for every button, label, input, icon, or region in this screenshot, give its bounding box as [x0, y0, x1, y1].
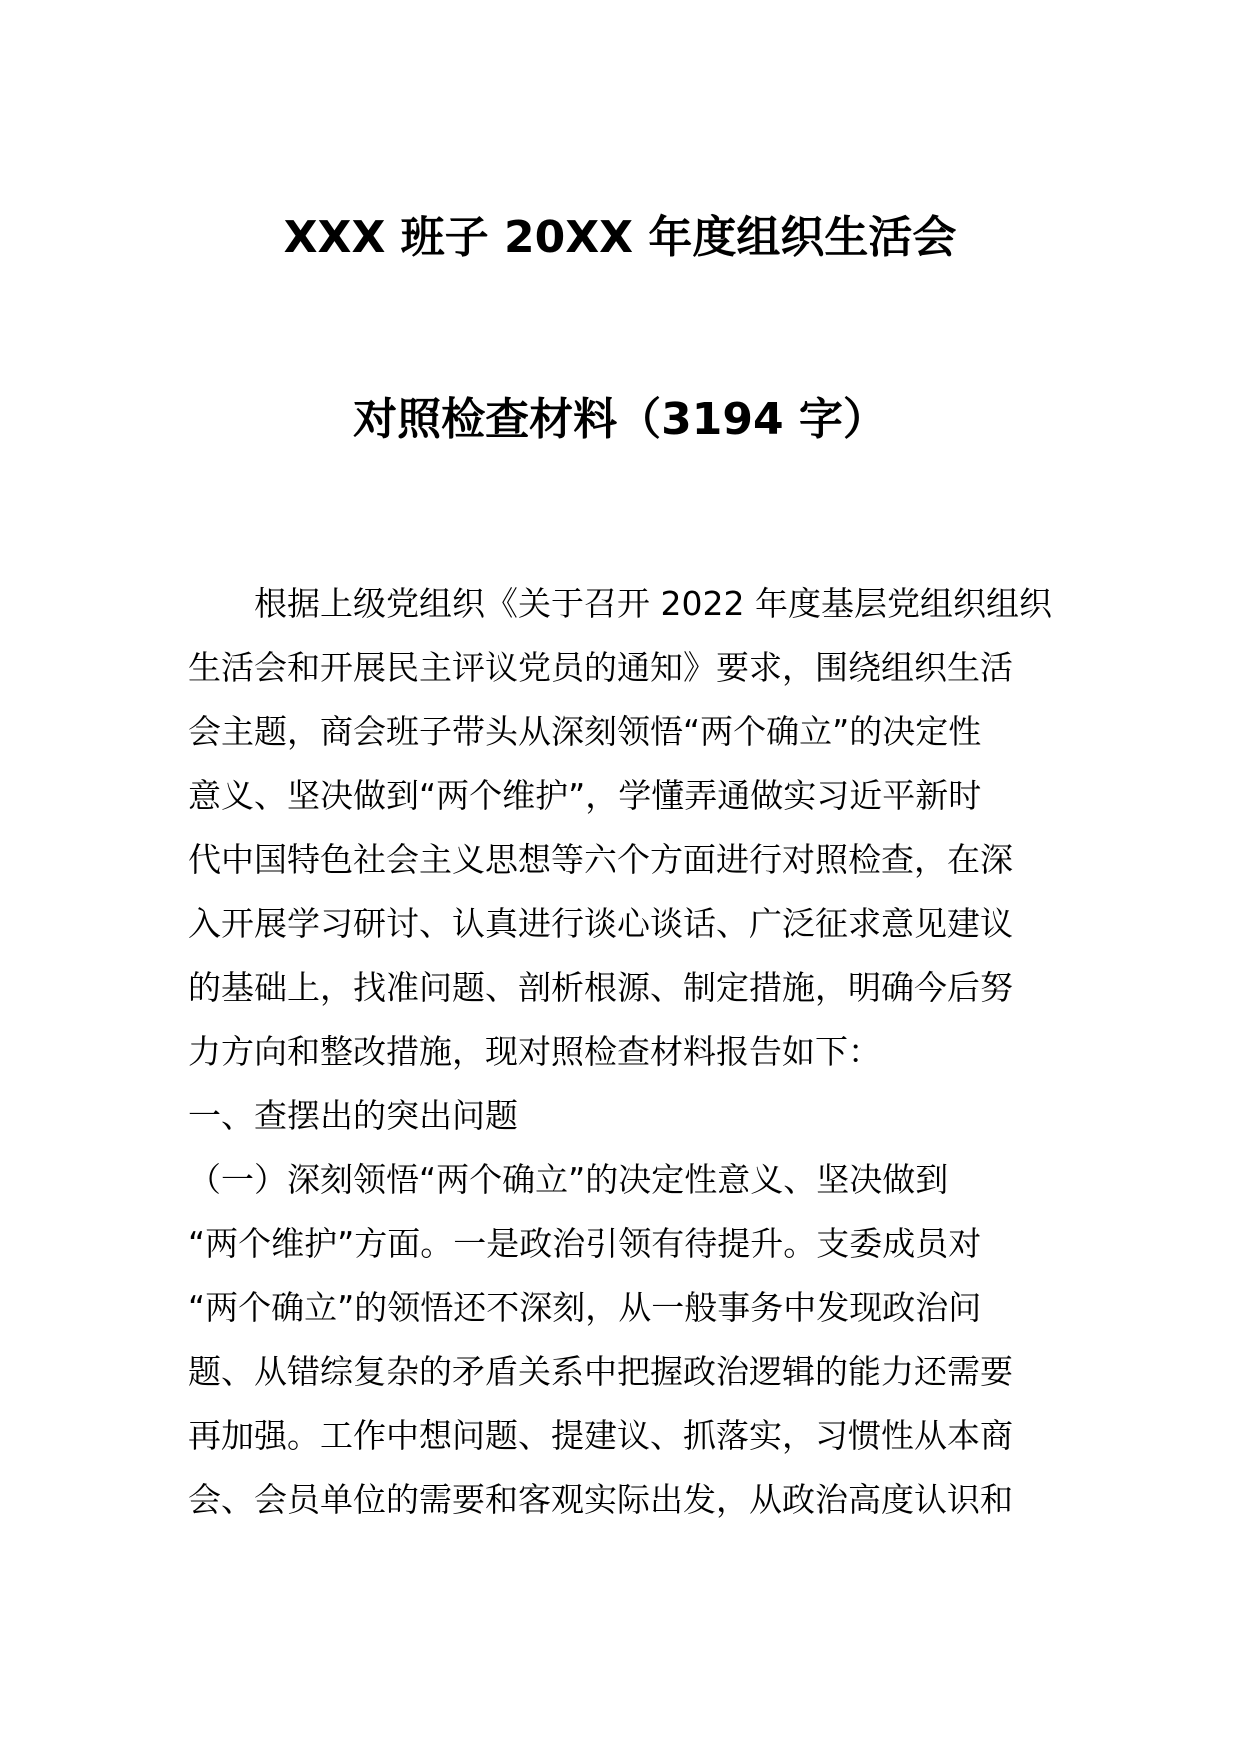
document-title-line-2: 对照检查材料（3194 字） — [353, 394, 887, 445]
subsection-line: （一）深刻领悟“两个确立”的决定性意义、坚决做到 — [188, 1160, 949, 1199]
body-line: 根据上级党组织《关于召开 2022 年度基层党组织组织 — [188, 584, 1052, 623]
document-body — [188, 572, 1058, 1532]
body-line: 力方向和整改措施，现对照检查材料报告如下： — [188, 1032, 881, 1071]
body-line: 的基础上，找准问题、剖析根源、制定措施，明确今后努 — [188, 968, 1013, 1007]
body-line: 会、会员单位的需要和客观实际出发，从政治高度认识和 — [188, 1480, 1013, 1519]
body-line: 再加强。工作中想问题、提建议、抓落实，习惯性从本商 — [188, 1416, 1013, 1455]
body-line: 会主题，商会班子带头从深刻领悟“两个确立”的决定性 — [188, 712, 982, 751]
document-title-line-1: XXX 班子 20XX 年度组织生活会 — [283, 212, 957, 263]
body-line: 题、从错综复杂的矛盾关系中把握政治逻辑的能力还需要 — [188, 1352, 1013, 1391]
body-line: 代中国特色社会主义思想等六个方面进行对照检查，在深 — [188, 840, 1013, 879]
section-heading: 一、查摆出的突出问题 — [188, 1096, 518, 1135]
body-line: 生活会和开展民主评议党员的通知》要求，围绕组织生活 — [188, 648, 1013, 687]
body-line: “两个确立”的领悟还不深刻，从一般事务中发现政治问 — [188, 1288, 982, 1327]
body-line: 意义、坚决做到“两个维护”，学懂弄通做实习近平新时 — [188, 776, 982, 815]
body-line: “两个维护”方面。一是政治引领有待提升。支委成员对 — [188, 1224, 982, 1263]
body-line: 入开展学习研讨、认真进行谈心谈话、广泛征求意见建议 — [188, 904, 1013, 943]
